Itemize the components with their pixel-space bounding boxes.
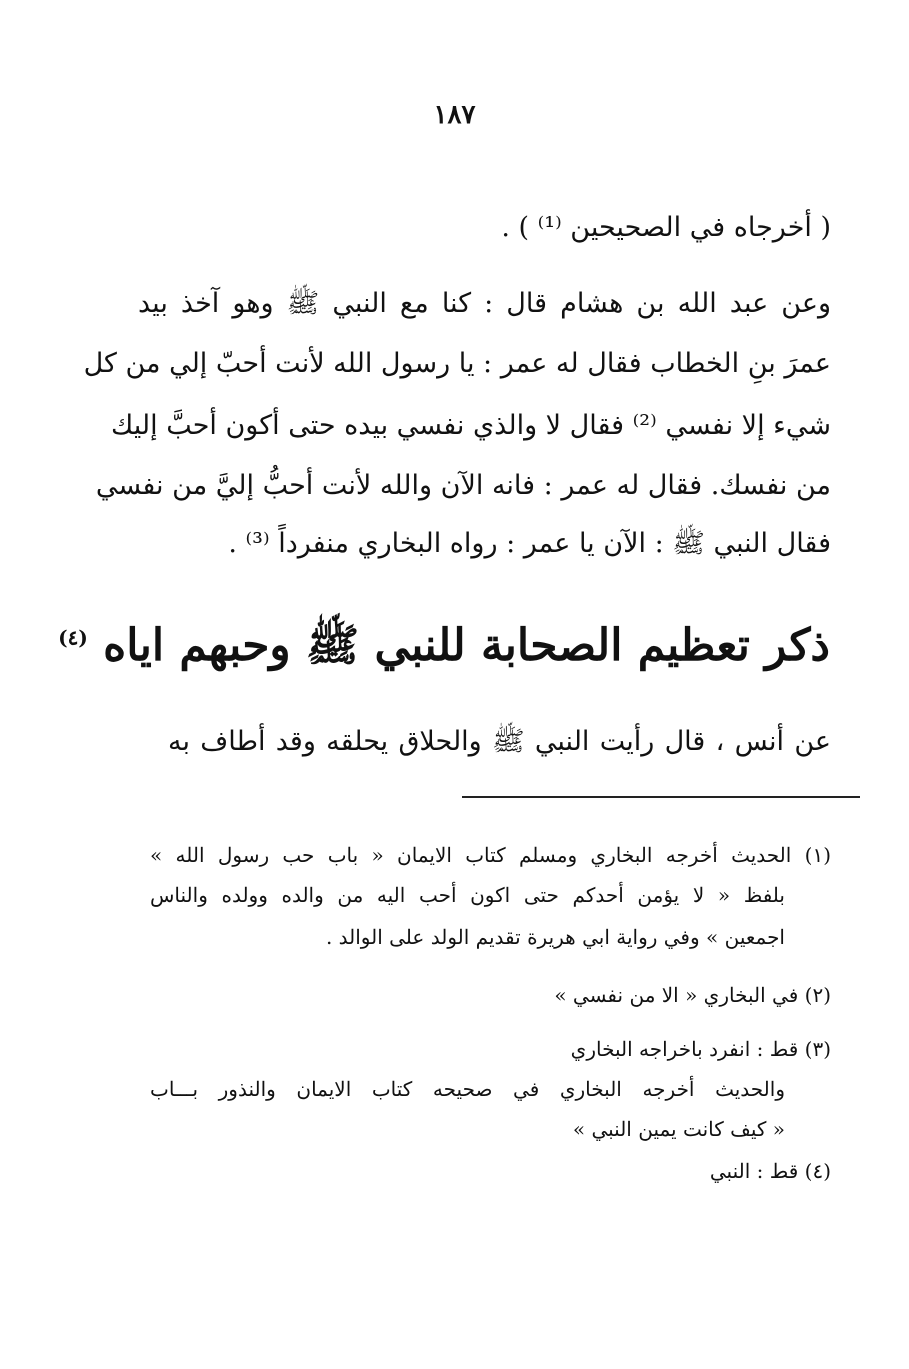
footnote-1-line-3: اجمعين » وفي رواية ابي هريرة تقديم الولد على الوالد . xyxy=(325,925,785,949)
footnote-3-line-2: والحديث أخرجه البخاري في صحيحه كتاب الايمان والنذور بـــاب xyxy=(150,1077,785,1101)
footnote-1-line-1: (١) الحديث أخرجه البخاري ومسلم كتاب الايمان « باب حب رسول الله » xyxy=(150,843,831,867)
footnote-3-line-1: (٣) قط : انفرد باخراجه البخاري xyxy=(570,1037,831,1061)
section-heading-text: ذكر تعظيم الصحابة للنبي ﷺ وحبهم اياه xyxy=(103,620,830,671)
page-number: ١٨٧ xyxy=(433,100,476,130)
body-line-2: وعن عبد الله بن هشام قال : كنا مع النبي ﷺ وهو آخذ بيد xyxy=(138,288,831,319)
footnote-1-line-2: بلفظ « لا يؤمن أحدكم حتى اكون أحب اليه من والده وولده والناس xyxy=(150,883,785,907)
footnote-4: (٤) قط : النبي xyxy=(709,1159,831,1183)
section-heading xyxy=(58,618,830,682)
body-line-1: ( أخرجاه في الصحيحين ⁽¹⁾ ) . xyxy=(501,212,831,243)
section-heading-footnote-marker: (٤) xyxy=(58,625,88,650)
body-line-4: شيء إلا نفسي ⁽²⁾ فقال لا والذي نفسي بيده حتى أكون أحبَّ إليك xyxy=(110,410,831,441)
body-line-after-heading: عن أنس ، قال رأيت النبي ﷺ والحلاق يحلقه وقد أطاف به xyxy=(168,726,831,757)
footnote-3-line-3: « كيف كانت يمين النبي » xyxy=(572,1117,785,1141)
body-line-6: فقال النبي ﷺ : الآن يا عمر : رواه البخاري منفرداً ⁽³⁾ . xyxy=(228,528,831,559)
footnote-divider xyxy=(462,796,860,798)
body-line-3: عمرَ بنِ الخطاب فقال له عمر : يا رسول الله لأنت أحبّ إلي من كل xyxy=(83,348,831,379)
body-line-5: من نفسك. فقال له عمر : فانه الآن والله لأنت أحبُّ إليَّ من نفسي xyxy=(95,470,831,501)
footnote-2: (٢) في البخاري « الا من نفسي » xyxy=(554,983,831,1007)
